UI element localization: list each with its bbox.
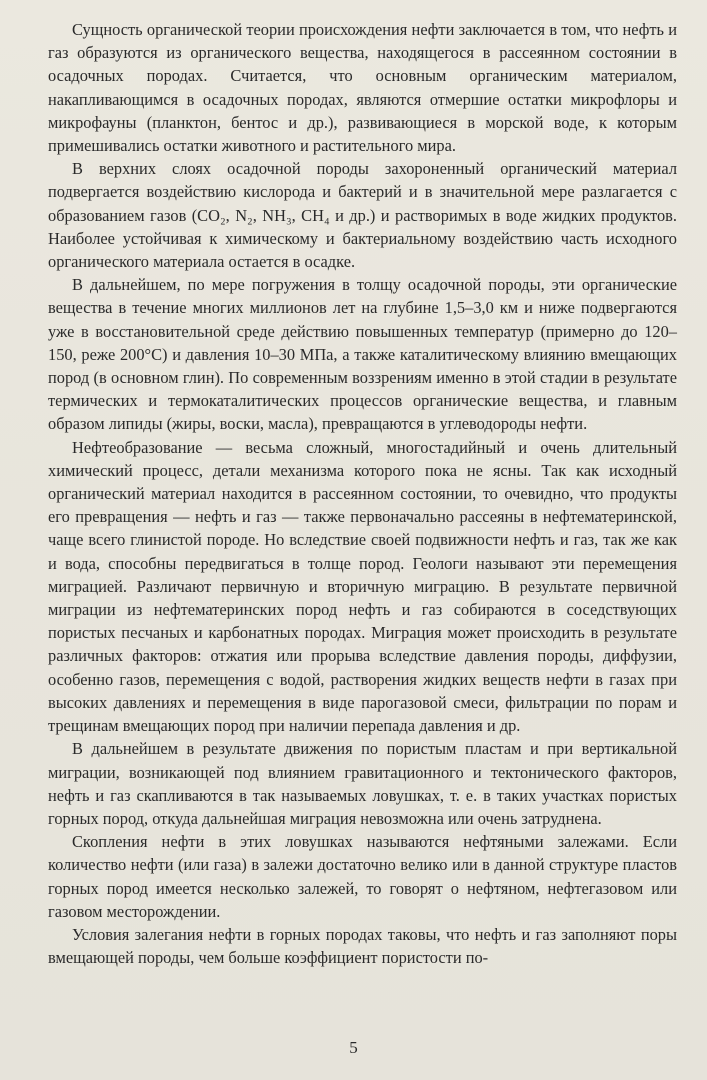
paragraph-upper-layers: В верхних слоях осадочной породы захороненный органический материал подвергается воздействию кислорода и бактерий и в значительной мере разлагается с образованием газов (CO₂, N₂, NH₃, CH₄ и др.) и растворимых в воде жидких продуктов. Наиболее устойчивая к химическому и бактериальному воздействию часть исходного органического материала остается в осадке. xyxy=(48,159,677,272)
paragraph-traps: В дальнейшем в результате движения по пористым пластам и при вертикальной миграции, возникающей под влиянием гравитационного и тектонического факторов, нефть и газ скапливаются в так называемых ловушках, т. е. в таких участках пористых горных пород, откуда дальнейшая миграция невозможна или очень затруднена. xyxy=(48,739,677,828)
page-number: 5 xyxy=(349,1038,358,1057)
body-text xyxy=(48,18,677,969)
paragraph-further-burial: В дальнейшем, по мере погружения в толщу осадочной породы, эти органические вещества в течение многих миллионов лет на глубине 1,5–3,0 км и ниже подвергаются уже в восстановительной среде действию повышенных температур (примерно до 120–150, реже 200°C) и давления 10–30 МПа, а также каталитическому влиянию вмещающих пород (в основном глин). По современным воззрениям именно в этой стадии в результате термических и термокаталитических процессов органические вещества, и главным образом липиды (жиры, воски, масла), превращаются в углеводороды нефти. xyxy=(48,275,677,434)
paragraph-deposits: Скопления нефти в этих ловушках называются нефтяными залежами. Если количество нефти (или газа) в залежи достаточно велико или в данной структуре пластов горных пород имеется несколько залежей, то говорят о нефтяном, нефтегазовом или газовом месторождении. xyxy=(48,832,677,921)
paragraph-organic-theory: Сущность органической теории происхождения нефти заключается в том, что нефть и газ образуются из органического вещества, находящегося в рассеянном состоянии в осадочных породах. Считается, что основным органическим материалом, накапливающимся в осадочных породах, являются отмершие остатки микрофлоры и микрофауны (планктон, бентос и др.), развивающиеся в морской воде, к которым примешивались остатки животного и растительного мира. xyxy=(48,20,677,156)
paragraph-oil-formation-migration: Нефтеобразование — весьма сложный, многостадийный и очень длительный химический процесс, детали механизма которого пока не ясны. Так как исходный органический материал находится в рассеянном состоянии, то очевидно, что продукты его превращения — нефть и газ — также первоначально рассеяны в нефтематеринской, чаще всего глинистой породе. Но вследствие своей подвижности нефть и газ, так же как и вода, способны передвигаться в толще пород. Геологи называют эти перемещения миграцией. Различают первичную и вторичную миграцию. В результате первичной миграции из нефтематеринских пород нефть и газ собираются в соседствующих пористых песчаных и карбонатных породах. Миграция может происходить в результате различных факторов: отжатия или прорыва вследствие давления породы, диффузии, особенно газов, перемещения с водой, растворения жидких веществ нефти в газах при высоких давлениях и перемещения в виде парогазовой смеси, фильтрации по порам и трещинам вмещающих пород при наличии перепада давления и др. xyxy=(48,437,677,736)
paragraph-occurrence-conditions: Условия залегания нефти в горных породах таковы, что нефть и газ заполняют поры вмещающей породы, чем больше коэффициент пористости по- xyxy=(48,924,677,968)
